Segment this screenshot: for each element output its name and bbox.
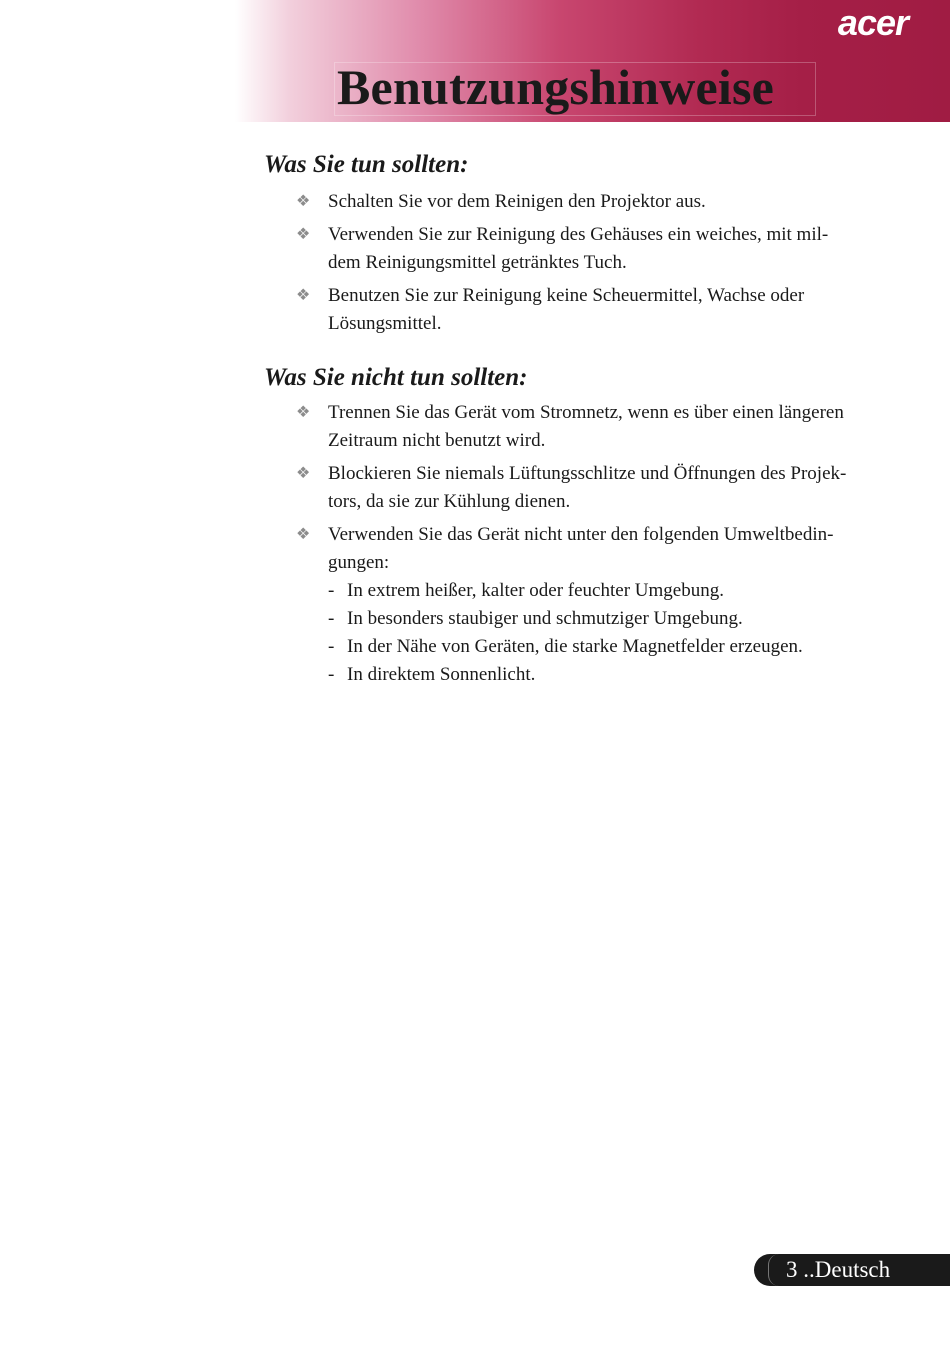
page-number: 3 ..Deutsch: [786, 1257, 891, 1282]
sub-item: [264, 661, 904, 689]
item-text: Trennen Sie das Gerät vom Stromnetz, wenn es über einen längeren Zeitraum nicht benutzt wird.: [328, 402, 844, 451]
list-item: [264, 282, 904, 338]
section-heading: Was Sie tun sollten:: [264, 151, 469, 178]
diamond-bullet-icon: ❖: [296, 287, 311, 304]
sub-item: [264, 633, 904, 661]
acer-logo: acer: [837, 2, 908, 43]
diamond-bullet-icon: ❖: [296, 193, 311, 210]
section-do: [264, 150, 904, 338]
dash-bullet: -: [328, 608, 335, 629]
section-dont: [264, 363, 904, 689]
item-text: Benutzen Sie zur Reinigung keine Scheuermittel, Wachse oder Lösungsmittel.: [328, 285, 805, 334]
diamond-bullet-icon: ❖: [296, 526, 311, 543]
item-text: Blockieren Sie niemals Lüftungsschlitze und Öffnungen des Projek- tors, da sie zur Kühlung dienen.: [328, 463, 847, 512]
dash-bullet: -: [328, 636, 335, 657]
item-text: Verwenden Sie das Gerät nicht unter den folgenden Umweltbedin- gungen:: [328, 524, 834, 573]
list-item: [264, 521, 904, 577]
sub-item-text: In der Nähe von Geräten, die starke Magnetfelder erzeugen.: [347, 636, 803, 657]
section-heading: Was Sie nicht tun sollten:: [264, 364, 528, 391]
page-title: Benutzungshinweise: [337, 59, 775, 115]
diamond-bullet-icon: ❖: [296, 226, 311, 243]
item-text: Verwenden Sie zur Reinigung des Gehäuses ein weiches, mit mil- dem Reinigungsmittel getränktes Tuch.: [328, 224, 829, 273]
sub-item: [264, 577, 904, 605]
list-item: [264, 188, 904, 216]
page-tab-edge: [768, 1254, 779, 1286]
sub-item-text: In besonders staubiger und schmutziger Umgebung.: [347, 608, 743, 629]
list-item: [264, 460, 904, 516]
diamond-bullet-icon: ❖: [296, 465, 311, 482]
sub-item: [264, 605, 904, 633]
dash-bullet: -: [328, 664, 335, 685]
item-text: Schalten Sie vor dem Reinigen den Projektor aus.: [328, 191, 706, 212]
list-item: [264, 399, 904, 455]
sub-item-text: In extrem heißer, kalter oder feuchter Umgebung.: [347, 580, 724, 601]
list-item: [264, 221, 904, 277]
diamond-bullet-icon: ❖: [296, 404, 311, 421]
dash-bullet: -: [328, 580, 335, 601]
sub-item-text: In direktem Sonnenlicht.: [347, 664, 536, 685]
